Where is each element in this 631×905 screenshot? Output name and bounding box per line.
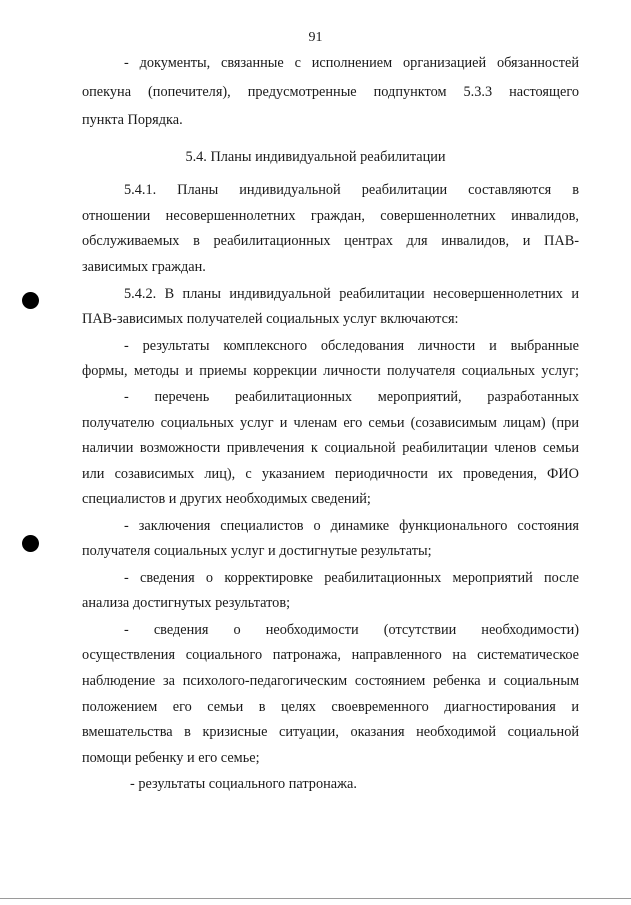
punch-hole <box>22 535 39 552</box>
text-line: - перечень реабилитационных мероприятий, разработанных <box>124 389 579 405</box>
text-line: - заключения специалистов о динамике функционального состояния <box>124 518 579 534</box>
text-line: пункта Порядка. <box>82 112 183 128</box>
text-line: 5.4.2. В планы индивидуальной реабилитации несовершеннолетних и <box>124 286 579 302</box>
text-line: - сведения о корректировке реабилитационных мероприятий после <box>124 570 579 586</box>
text-line: ПАВ-зависимых получателей социальных услуг включаются: <box>82 311 459 327</box>
text-line: - результаты комплексного обследования личности и выбранные <box>124 338 579 354</box>
text-line: 5.4.1. Планы индивидуальной реабилитации составляются в <box>124 182 579 198</box>
text-line: получателя социальных услуг и достигнутые результаты; <box>82 543 432 559</box>
text-line: осуществления социального патронажа, направленного на систематическое <box>82 647 579 663</box>
text-line: вмешательства в кризисные ситуации, оказания необходимой социальной <box>82 724 579 740</box>
text-line: формы, методы и приемы коррекции личности получателя социальных услуг; <box>82 363 579 379</box>
text-line: или созависимых лиц), с указанием периодичности их проведения, ФИО <box>82 466 579 482</box>
text-line: - сведения о необходимости (отсутствии необходимости) <box>124 622 579 638</box>
page-bottom-edge <box>0 898 631 899</box>
text-line: анализа достигнутых результатов; <box>82 595 291 611</box>
text-line: положением его семьи в целях своевременного диагностирования и <box>82 699 579 715</box>
text-line: наличии возможности привлечения к социальной реабилитации членов семьи <box>82 440 579 456</box>
text-line: наблюдение за психолого-педагогическим состоянием ребенка и социальным <box>82 673 579 689</box>
text-line: получателю социальных услуг и членам его семьи (созависимым лицам) (при <box>82 415 579 431</box>
text-line: отношении несовершеннолетних граждан, совершеннолетних инвалидов, <box>82 208 579 224</box>
text-line: зависимых граждан. <box>82 259 206 275</box>
page-number: 91 <box>308 30 323 45</box>
text-line: опекуна (попечителя), предусмотренные подпунктом 5.3.3 настоящего <box>82 84 579 100</box>
text-line: специалистов и других необходимых сведений; <box>82 491 371 507</box>
text-line: - документы, связанные с исполнением организацией обязанностей <box>124 55 579 71</box>
text-line: обслуживаемых в реабилитационных центрах для инвалидов, и ПАВ- <box>82 233 579 249</box>
text-line: - результаты социального патронажа. <box>130 776 357 792</box>
punch-hole <box>22 292 39 309</box>
text-line: помощи ребенку и его семье; <box>82 750 260 766</box>
section-heading: 5.4. Планы индивидуальной реабилитации <box>185 149 446 165</box>
